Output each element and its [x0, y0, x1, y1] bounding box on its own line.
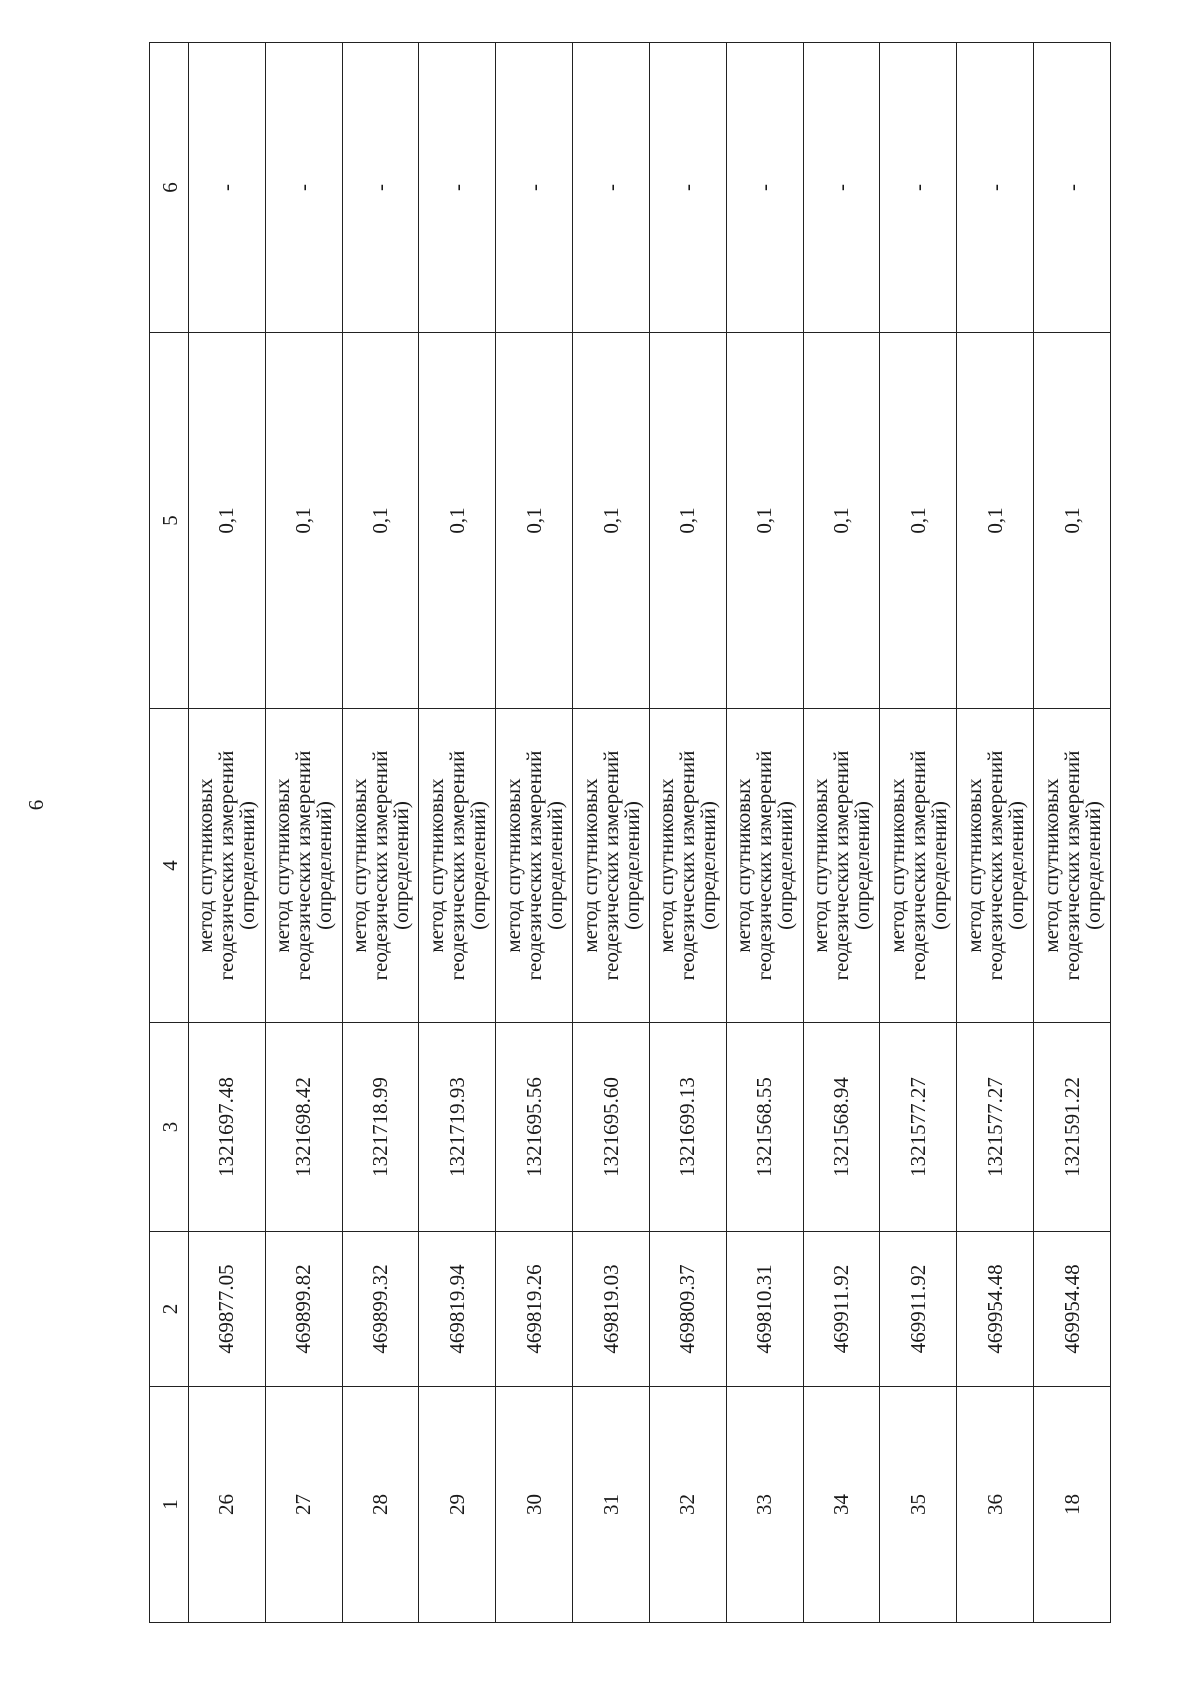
method-line: геодезических измерений	[214, 750, 239, 981]
column-header-2: 2	[150, 1232, 189, 1387]
table-row	[419, 43, 496, 1623]
point-number-cell: 31	[573, 1387, 650, 1623]
method-line: геодезических измерений	[598, 750, 623, 981]
y-coordinate-cell: 1321698.42	[265, 1023, 342, 1232]
method-line: (определений)	[926, 801, 951, 930]
y-coordinate-cell: 1321697.48	[189, 1023, 266, 1232]
method-line: (определений)	[619, 801, 644, 930]
table-row	[496, 43, 573, 1623]
method-cell	[957, 709, 1034, 1023]
description-cell: -	[573, 43, 650, 333]
x-coordinate-cell: 469819.26	[496, 1232, 573, 1387]
accuracy-cell: 0,1	[419, 333, 496, 709]
y-coordinate-cell: 1321568.55	[726, 1023, 803, 1232]
description-cell: -	[265, 43, 342, 333]
description-cell: -	[1034, 43, 1111, 333]
method-cell	[189, 709, 266, 1023]
x-coordinate-cell: 469899.82	[265, 1232, 342, 1387]
description-cell: -	[189, 43, 266, 333]
table-row	[342, 43, 419, 1623]
method-cell	[726, 709, 803, 1023]
method-line: метод спутниковых	[1038, 778, 1063, 953]
method-line: метод спутниковых	[884, 778, 909, 953]
method-cell	[880, 709, 957, 1023]
method-line: геодезических измерений	[1059, 750, 1084, 981]
accuracy-cell: 0,1	[189, 333, 266, 709]
accuracy-cell: 0,1	[957, 333, 1034, 709]
table-row	[726, 43, 803, 1623]
method-line: (определений)	[1003, 801, 1028, 930]
table-row	[880, 43, 957, 1623]
y-coordinate-cell: 1321695.56	[496, 1023, 573, 1232]
method-line: метод спутниковых	[193, 778, 218, 953]
point-number-cell: 27	[265, 1387, 342, 1623]
table-row	[957, 43, 1034, 1623]
point-number-cell: 33	[726, 1387, 803, 1623]
accuracy-cell: 0,1	[1034, 333, 1111, 709]
point-number-cell: 35	[880, 1387, 957, 1623]
point-number-cell: 36	[957, 1387, 1034, 1623]
x-coordinate-cell: 469877.05	[189, 1232, 266, 1387]
table-row	[803, 43, 880, 1623]
rotated-table-sheet	[149, 43, 1111, 1623]
y-coordinate-cell: 1321719.93	[419, 1023, 496, 1232]
y-coordinate-cell: 1321695.60	[573, 1023, 650, 1232]
method-line: метод спутниковых	[654, 778, 679, 953]
description-cell: -	[496, 43, 573, 333]
description-cell: -	[419, 43, 496, 333]
accuracy-cell: 0,1	[803, 333, 880, 709]
description-cell: -	[957, 43, 1034, 333]
page-number: 6	[24, 799, 48, 811]
method-line: геодезических измерений	[368, 750, 393, 981]
table-row	[189, 43, 266, 1623]
method-cell	[573, 709, 650, 1023]
method-line: метод спутниковых	[423, 778, 448, 953]
method-line: (определений)	[542, 801, 567, 930]
table-body	[189, 43, 1111, 1623]
accuracy-cell: 0,1	[726, 333, 803, 709]
description-cell: -	[342, 43, 419, 333]
table-row	[1034, 43, 1111, 1623]
method-line: геодезических измерений	[982, 750, 1007, 981]
y-coordinate-cell: 1321699.13	[649, 1023, 726, 1232]
method-line: (определений)	[235, 801, 260, 930]
point-number-cell: 30	[496, 1387, 573, 1623]
column-header-1: 1	[150, 1387, 189, 1623]
method-line: метод спутниковых	[347, 778, 372, 953]
point-number-cell: 26	[189, 1387, 266, 1623]
method-cell	[496, 709, 573, 1023]
method-line: метод спутниковых	[731, 778, 756, 953]
method-cell	[649, 709, 726, 1023]
accuracy-cell: 0,1	[342, 333, 419, 709]
method-line: метод спутниковых	[808, 778, 833, 953]
description-cell: -	[726, 43, 803, 333]
method-cell	[1034, 709, 1111, 1023]
method-line: геодезических измерений	[521, 750, 546, 981]
method-line: геодезических измерений	[291, 750, 316, 981]
point-number-cell: 34	[803, 1387, 880, 1623]
column-header-6: 6	[150, 43, 189, 333]
table-row	[265, 43, 342, 1623]
coordinates-table	[149, 42, 1111, 1623]
method-line: (определений)	[312, 801, 337, 930]
method-cell	[342, 709, 419, 1023]
column-header-3: 3	[150, 1023, 189, 1232]
x-coordinate-cell: 469810.31	[726, 1232, 803, 1387]
method-line: геодезических измерений	[675, 750, 700, 981]
method-line: (определений)	[465, 801, 490, 930]
table-row	[573, 43, 650, 1623]
method-cell	[803, 709, 880, 1023]
method-line: метод спутниковых	[577, 778, 602, 953]
accuracy-cell: 0,1	[880, 333, 957, 709]
method-line: геодезических измерений	[444, 750, 469, 981]
method-line: метод спутниковых	[961, 778, 986, 953]
x-coordinate-cell: 469819.03	[573, 1232, 650, 1387]
point-number-cell: 18	[1034, 1387, 1111, 1623]
x-coordinate-cell: 469954.48	[957, 1232, 1034, 1387]
column-header-5: 5	[150, 333, 189, 709]
method-cell	[265, 709, 342, 1023]
method-line: (определений)	[850, 801, 875, 930]
y-coordinate-cell: 1321568.94	[803, 1023, 880, 1232]
accuracy-cell: 0,1	[265, 333, 342, 709]
column-header-4: 4	[150, 709, 189, 1023]
point-number-cell: 28	[342, 1387, 419, 1623]
description-cell: -	[880, 43, 957, 333]
method-cell	[419, 709, 496, 1023]
table-header-row	[150, 43, 189, 1623]
y-coordinate-cell: 1321577.27	[957, 1023, 1034, 1232]
x-coordinate-cell: 469911.92	[880, 1232, 957, 1387]
x-coordinate-cell: 469954.48	[1034, 1232, 1111, 1387]
accuracy-cell: 0,1	[573, 333, 650, 709]
table-row	[649, 43, 726, 1623]
y-coordinate-cell: 1321718.99	[342, 1023, 419, 1232]
accuracy-cell: 0,1	[496, 333, 573, 709]
description-cell: -	[649, 43, 726, 333]
point-number-cell: 29	[419, 1387, 496, 1623]
x-coordinate-cell: 469819.94	[419, 1232, 496, 1387]
y-coordinate-cell: 1321591.22	[1034, 1023, 1111, 1232]
x-coordinate-cell: 469911.92	[803, 1232, 880, 1387]
method-line: (определений)	[773, 801, 798, 930]
method-line: геодезических измерений	[752, 750, 777, 981]
x-coordinate-cell: 469899.32	[342, 1232, 419, 1387]
method-line: метод спутниковых	[270, 778, 295, 953]
method-line: (определений)	[696, 801, 721, 930]
method-line: (определений)	[389, 801, 414, 930]
method-line: геодезических измерений	[905, 750, 930, 981]
accuracy-cell: 0,1	[649, 333, 726, 709]
y-coordinate-cell: 1321577.27	[880, 1023, 957, 1232]
description-cell: -	[803, 43, 880, 333]
method-line: (определений)	[1080, 801, 1105, 930]
method-line: геодезических измерений	[829, 750, 854, 981]
x-coordinate-cell: 469809.37	[649, 1232, 726, 1387]
method-line: метод спутниковых	[500, 778, 525, 953]
point-number-cell: 32	[649, 1387, 726, 1623]
